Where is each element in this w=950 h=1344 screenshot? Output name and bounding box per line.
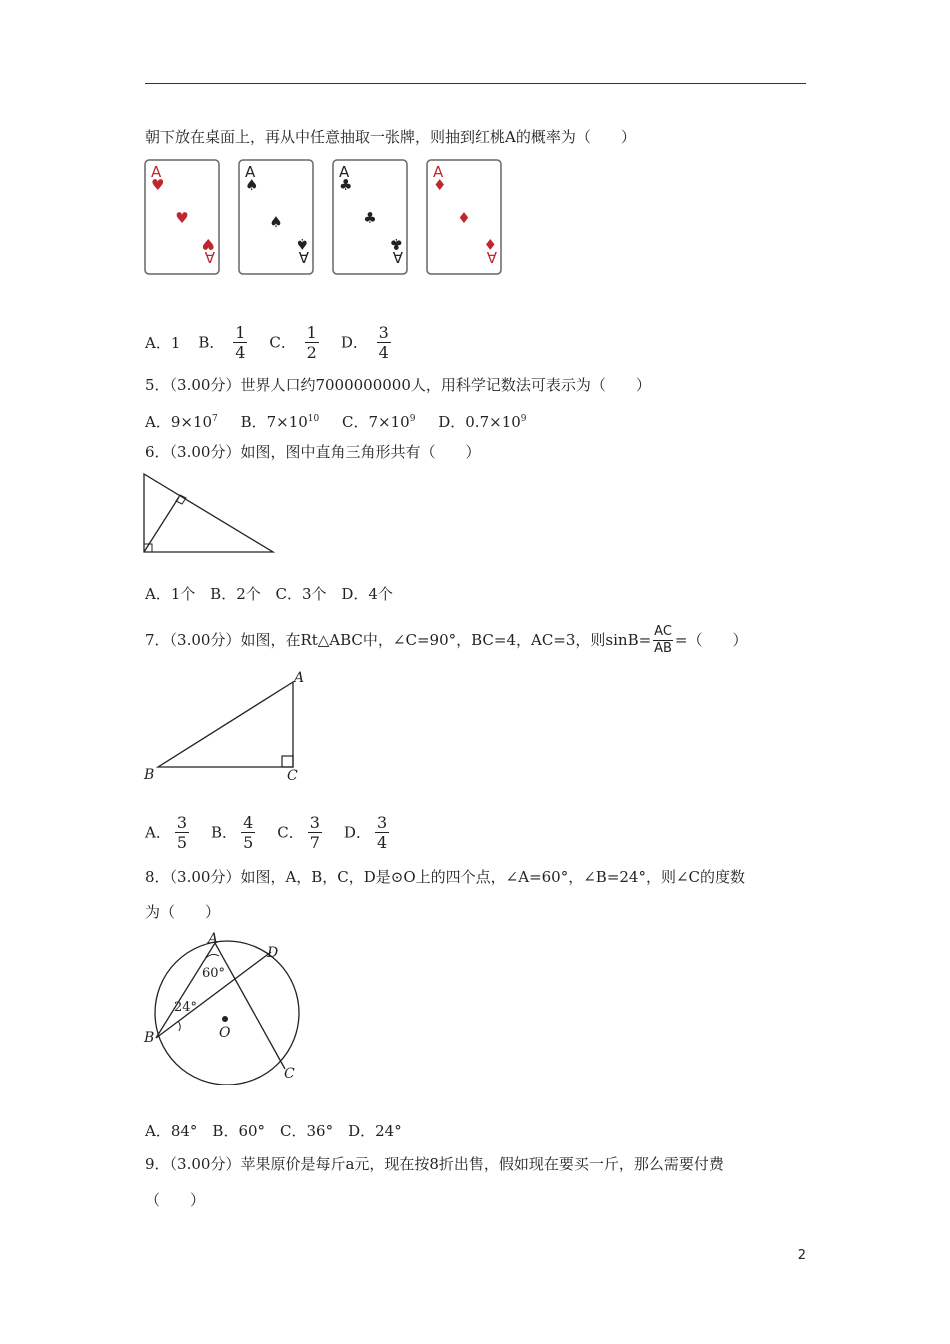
q4-option-d: D． $\frac{3}{4}$	[340, 322, 389, 362]
card-suit-rotated: ♠	[295, 235, 309, 253]
header-rule	[145, 83, 806, 84]
q7-triangle-figure	[140, 668, 310, 786]
playing-card-2	[239, 160, 313, 274]
q7-label-a: A	[294, 670, 305, 686]
q8-label-b: B	[144, 1030, 155, 1046]
page-number: 2	[797, 1248, 806, 1263]
q4-option-b: B． $\frac{1}{4}$	[198, 322, 246, 362]
card-suit-center: ♠	[269, 213, 283, 231]
q7-stem-fraction: $\frac{AC}{AB}$	[654, 623, 672, 656]
q5-option-d: D．$0.7\times 10^9$	[438, 413, 527, 431]
card-rank: A	[433, 163, 444, 181]
card-rank-rotated: A	[392, 248, 403, 266]
q6-options	[145, 584, 403, 604]
q8-circle-figure	[140, 930, 310, 1085]
q4-option-c-fraction: $\frac{1}{2}$	[306, 322, 317, 362]
q4-option-c: C． $\frac{1}{2}$	[269, 322, 317, 362]
q4-options	[145, 320, 413, 366]
q8-stem-line2: 为（ ）	[145, 903, 221, 921]
q7-option-a: A． $\frac{3}{5}$	[145, 812, 188, 852]
q7-option-b: B． $\frac{4}{5}$	[211, 812, 254, 852]
q9-stem-line2: （ ）	[145, 1191, 206, 1209]
q5-option-b: B．$7\times 10^{10}$	[240, 413, 320, 431]
card-rank-rotated: A	[298, 248, 309, 266]
card-suit-small: ♦	[433, 176, 447, 194]
card-suit-rotated: ♥	[201, 235, 215, 253]
q7-options	[145, 810, 411, 856]
q6-option-c: C．3个	[275, 585, 327, 603]
q8-label-a: A	[208, 931, 219, 947]
q8-options: A．84° B．60° C．36° D．24°	[145, 1122, 402, 1140]
q8-angle-b-label: 24°	[174, 1000, 198, 1015]
q6-option-b: B．2个	[210, 585, 261, 603]
q7-label-b: B	[144, 767, 155, 783]
q6-option-d: D．4个	[341, 585, 393, 603]
q4-option-b-fraction: $\frac{1}{4}$	[235, 322, 246, 362]
q7-option-d: D． $\frac{3}{4}$	[343, 812, 388, 852]
card-suit-center: ♥	[175, 209, 189, 227]
q5-stem: 5．（3.00分）世界人口约7000000000人，用科学记数法可表示为（ ）	[145, 376, 651, 394]
playing-card-3	[333, 160, 407, 274]
q4-option-a: A．1	[145, 334, 181, 352]
q4-stem: 朝下放在桌面上，再从中任意抽取一张牌，则抽到红桃A的概率为（ ）	[145, 128, 636, 146]
q6-stem: 6．（3.00分）如图，图中直角三角形共有（ ）	[145, 443, 481, 461]
q7-label-c: C	[287, 768, 298, 784]
q4-cards-figure	[143, 158, 505, 278]
card-suit-rotated: ♣	[389, 235, 403, 253]
q7-triangle	[158, 682, 293, 767]
q8-stem-line1: 8．（3.00分）如图，A，B，C，D是⊙O上的四个点，∠A=60°，∠B=24°，则∠C的度数	[145, 868, 746, 886]
q6-option-a: A．1个	[145, 585, 196, 603]
q4-option-d-fraction: $\frac{3}{4}$	[378, 322, 389, 362]
q5-options	[145, 409, 545, 432]
q7-option-c: C． $\frac{3}{7}$	[277, 812, 320, 852]
card-suit-small: ♥	[151, 176, 165, 194]
card-suit-rotated: ♦	[483, 235, 497, 253]
q8-label-c: C	[284, 1066, 295, 1082]
card-suit-center: ♣	[363, 209, 377, 227]
q8-angle-a-label: 60°	[202, 966, 226, 981]
q6-triangle	[144, 474, 273, 552]
q8-angle-b-arc	[178, 1021, 180, 1031]
card-rank-rotated: A	[204, 248, 215, 266]
q8-label-d: D	[267, 945, 279, 961]
playing-card-1	[145, 160, 219, 274]
q5-option-c: C．$7\times 10^9$	[342, 413, 416, 431]
card-suit-small: ♠	[245, 176, 259, 194]
q6-triangle-figure	[140, 470, 280, 560]
q5-option-a: A．$9\times 10^7$	[145, 413, 218, 431]
card-suit-small: ♣	[339, 176, 353, 194]
q9-stem-line1: 9．（3.00分）苹果原价是每斤a元，现在按8折出售，假如现在要买一斤，那么需要付费	[145, 1155, 724, 1173]
card-rank-rotated: A	[486, 248, 497, 266]
card-suit-center: ♦	[457, 209, 471, 227]
card-rank: A	[151, 163, 162, 181]
playing-card-4	[427, 160, 501, 274]
q8-center-dot	[222, 1016, 228, 1022]
q8-label-o: O	[219, 1025, 231, 1041]
card-rank: A	[339, 163, 350, 181]
card-rank: A	[245, 163, 256, 181]
q7-stem: 7．（3.00分）如图，在Rt△ABC中，∠C=90°，BC=4，AC=3，则sinB= $\frac{AC}{AB}$ =（ ）	[145, 623, 748, 656]
q7-right-angle-mark	[282, 756, 293, 767]
